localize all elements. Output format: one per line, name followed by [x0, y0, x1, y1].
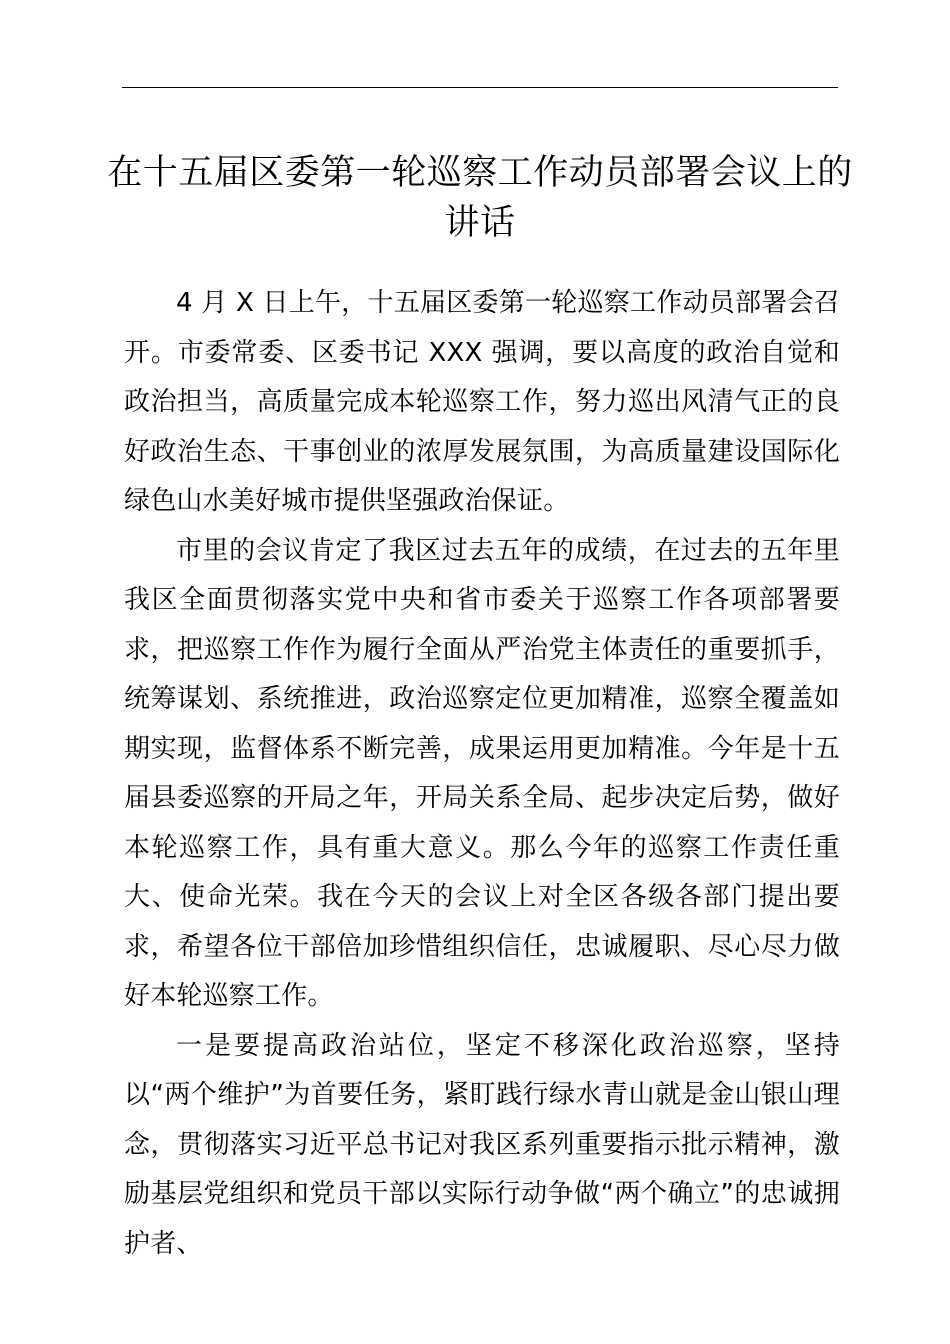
document-body	[124, 279, 840, 1269]
paragraph-2: 市里的会议肯定了我区过去五年的成绩，在过去的五年里我区全面贯彻落实党中央和省市委关于巡察工作各项部署要求，把巡察工作作为履行全面从严治党主体责任的重要抓手，统筹谋划、系统推进，政治巡察定位更加精准，巡察全覆盖如期实现，监督体系不断完善，成果运用更加精准。今年是十五届县委巡察的开局之年，开局关系全局、起步决定后势，做好本轮巡察工作，具有重大意义。那么今年的巡察工作责任重大、使命光荣。我在今天的会议上对全区各级各部门提出要求，希望各位干部倍加珍惜组织信任，忠诚履职、尽心尽力做好本轮巡察工作。	[124, 535, 840, 1011]
document-title: 在十五届区委第一轮巡察工作动员部署会议上的讲话	[107, 153, 853, 243]
header-divider	[122, 87, 838, 88]
paragraph-3: 一是要提高政治站位，坚定不移深化政治巡察，坚持以“两个维护”为首要任务，紧盯践行绿水青山就是金山银山理念，贯彻落实习近平总书记对我区系列重要指示批示精神，激励基层党组织和党员干部以实际行动争做“两个确立”的忠诚拥护者、	[124, 1030, 840, 1259]
paragraph-1: 4 月 X 日上午，十五届区委第一轮巡察工作动员部署会召开。市委常委、区委书记 XXX 强调，要以高度的政治自觉和政治担当，高质量完成本轮巡察工作，努力巡出风清气正的良好政治生态、干事创业的浓厚发展氛围，为高质量建设国际化绿色山水美好城市提供坚强政治保证。	[124, 288, 840, 516]
